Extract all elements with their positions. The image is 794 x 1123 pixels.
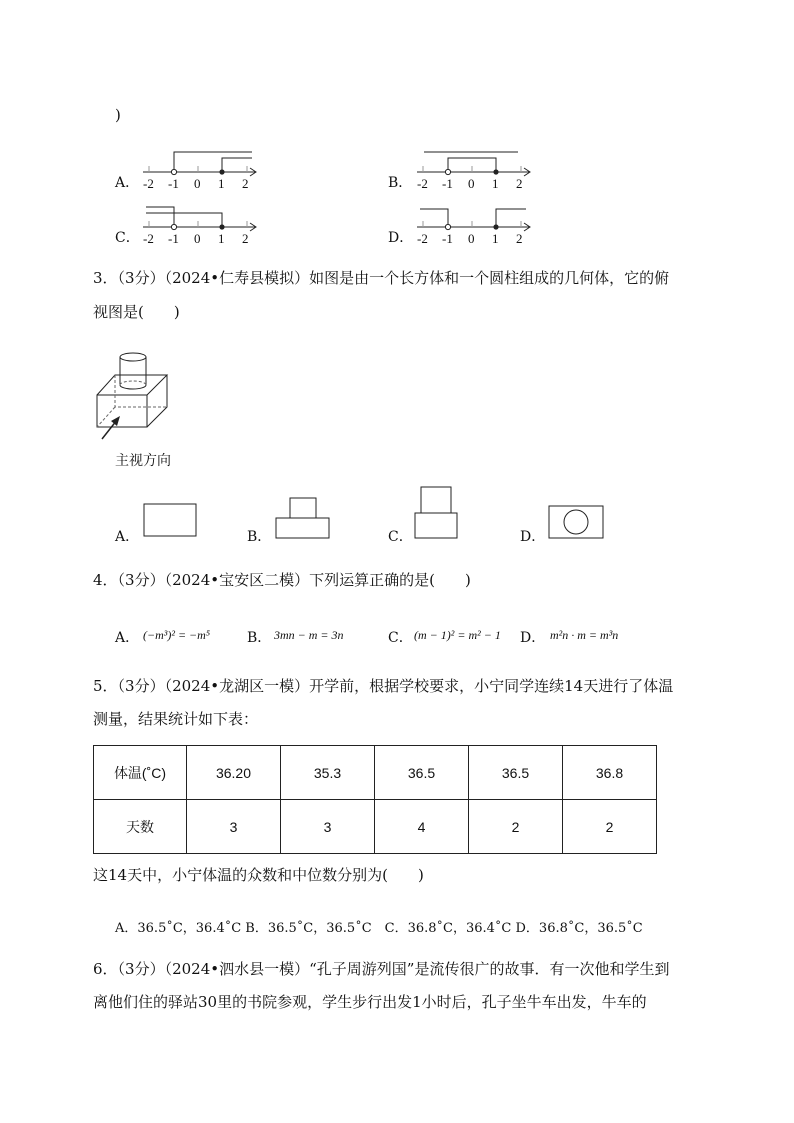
q4-option-b-letter[interactable]: B．: [247, 630, 272, 646]
open-dot-icon: [445, 224, 450, 229]
q3-solid-figure: [90, 345, 180, 440]
q3-figure-caption: 主视方向: [115, 453, 171, 469]
open-dot-icon: [171, 169, 176, 174]
q4-option-b-expr: 3mn − m = 3n: [274, 628, 344, 642]
open-dot-icon: [171, 224, 176, 229]
q4-stem: 4．（3分）（2024•宝安区二模）下列运算正确的是( ): [93, 571, 471, 589]
tick-label: 1: [218, 231, 225, 246]
open-dot-icon: [445, 169, 450, 174]
tick-label: 1: [218, 176, 225, 191]
q3-option-c-letter[interactable]: C．: [388, 529, 413, 545]
q3-option-b-letter[interactable]: B．: [247, 529, 272, 545]
q4-option-c-expr: (m − 1)² = m² − 1: [414, 628, 501, 642]
q5-options[interactable]: A．36.5˚C，36.4˚C B．36.5˚C，36.5˚C C．36.8˚C，36.4˚C D．36.8˚C，36.5˚C: [115, 921, 643, 936]
table-cell: 体温(˚C): [94, 746, 187, 800]
q2-option-c-letter[interactable]: C．: [115, 230, 140, 246]
tick-label: 2: [242, 231, 249, 246]
tick-label: 0: [468, 231, 475, 246]
q2-option-d-number-line[interactable]: [414, 203, 539, 249]
table-cell: 36.8: [563, 746, 657, 800]
tick-label: 2: [516, 231, 523, 246]
table-cell: 2: [563, 800, 657, 854]
q2-option-b-letter[interactable]: B．: [388, 175, 413, 191]
tick-label: -1: [168, 176, 179, 191]
tick-label: -2: [417, 176, 428, 191]
tick-label: -1: [442, 231, 453, 246]
table-row: [94, 746, 657, 800]
table-cell: 36.5: [375, 746, 469, 800]
q2-option-b-number-line[interactable]: [414, 148, 539, 194]
q6-stem-line2: 离他们住的驿站30里的书院参观，学生步行出发1小时后，孔子坐牛车出发，牛车的: [93, 993, 647, 1011]
table-cell: 35.3: [281, 746, 375, 800]
q3-option-b-figure[interactable]: [275, 496, 332, 540]
q4-option-d-expr: m²n · m = m³n: [550, 628, 619, 642]
q3-stem-line2: 视图是( ): [93, 303, 180, 321]
q5-stem-line1: 5．（3分）（2024•龙湖区一模）开学前，根据学校要求，小宁同学连续14天进行了体温: [93, 677, 674, 695]
tick-label: -2: [417, 231, 428, 246]
table-row: [94, 800, 657, 854]
q3-option-d-letter[interactable]: D．: [520, 529, 546, 545]
tick-label: 0: [468, 176, 475, 191]
tick-label: -1: [168, 231, 179, 246]
q2-option-c-number-line[interactable]: [140, 203, 265, 249]
table-cell: 36.20: [187, 746, 281, 800]
solid-dot-icon: [219, 224, 224, 229]
tick-label: -2: [143, 176, 154, 191]
q6-stem-line1: 6．（3分）（2024•泗水县一模）“孔子周游列国”是流传很广的故事．有一次他和学生到: [93, 960, 670, 978]
q5-stem-line2: 测量，结果统计如下表：: [93, 710, 259, 728]
q3-option-d-figure[interactable]: [548, 505, 606, 541]
solid-dot-icon: [493, 224, 498, 229]
temperature-table: [93, 745, 657, 854]
q4-option-c-letter[interactable]: C．: [388, 630, 413, 646]
tick-label: 2: [516, 176, 523, 191]
table-cell: 2: [469, 800, 563, 854]
table-cell: 3: [187, 800, 281, 854]
q4-option-a-letter[interactable]: A．: [115, 630, 140, 646]
q3-option-a-figure[interactable]: [143, 503, 199, 539]
q3-stem-line1: 3．（3分）（2024•仁寿县模拟）如图是由一个长方体和一个圆柱组成的几何体，它的俯: [93, 269, 670, 287]
tick-label: 0: [194, 176, 201, 191]
table-cell: 3: [281, 800, 375, 854]
solid-dot-icon: [493, 169, 498, 174]
solid-dot-icon: [219, 169, 224, 174]
q2-option-a-number-line[interactable]: [140, 148, 265, 194]
q4-option-a-expr: (−m³)² = −m⁵: [143, 628, 210, 642]
tick-label: 2: [242, 176, 249, 191]
q2-tail: ): [115, 106, 121, 124]
q2-option-d-letter[interactable]: D．: [388, 230, 414, 246]
q5-question: 这14天中，小宁体温的众数和中位数分别为( ): [93, 866, 424, 884]
table-cell: 天数: [94, 800, 187, 854]
tick-label: 1: [492, 231, 499, 246]
q4-option-d-letter[interactable]: D．: [520, 630, 546, 646]
tick-label: 0: [194, 231, 201, 246]
tick-label: -2: [143, 231, 154, 246]
q3-option-c-figure[interactable]: [414, 485, 460, 541]
q2-option-a-letter[interactable]: A．: [115, 175, 140, 191]
table-cell: 4: [375, 800, 469, 854]
tick-label: 1: [492, 176, 499, 191]
circle-icon: [564, 510, 588, 534]
tick-label: -1: [442, 176, 453, 191]
table-cell: 36.5: [469, 746, 563, 800]
q3-option-a-letter[interactable]: A．: [115, 529, 140, 545]
